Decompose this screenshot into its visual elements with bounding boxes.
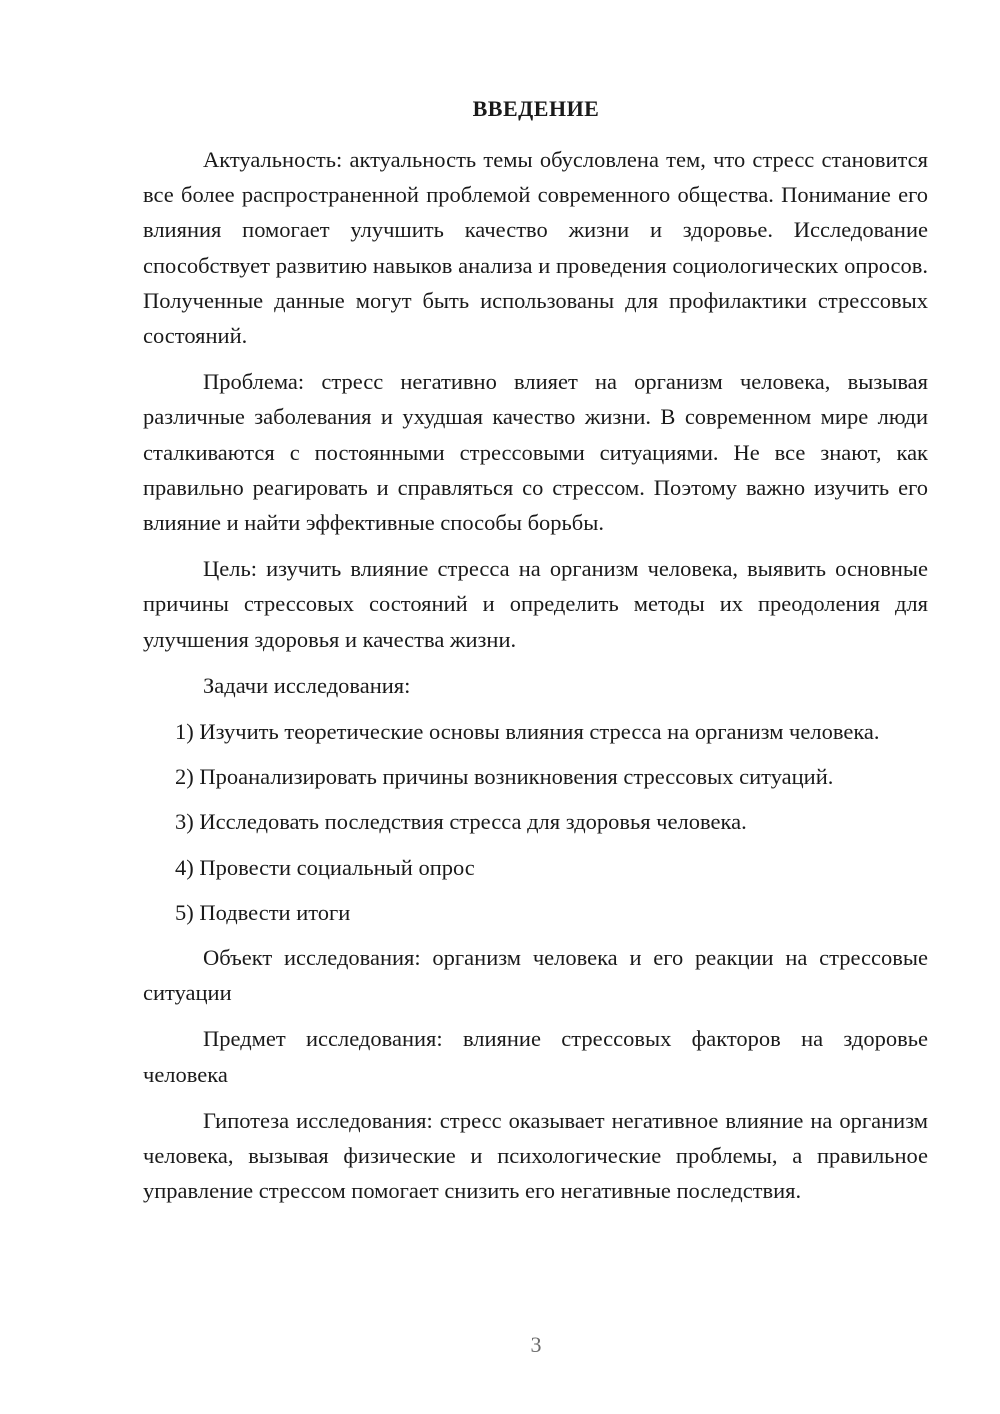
list-item: 2) Проанализировать причины возникновения стрессовых ситуаций. bbox=[175, 764, 834, 790]
problem-paragraph: Проблема: стресс негативно влияет на организм человека, вызывая различные заболевания и ухудшая качество жизни. В современном мире люди сталкиваются с постоянными стрессовыми ситуациями. Не все знают, как правильно реагировать и справляться со стрессом. Поэтому важно изучить его влияние и найти эффективные способы борьбы. bbox=[143, 369, 928, 536]
page-number: 3 bbox=[530, 1332, 542, 1357]
hypothesis-paragraph: Гипотеза исследования: стресс оказывает негативное влияние на организм человека, вызывая физические и психологические проблемы, а правильное управление стрессом помогает снизить его негативные последствия. bbox=[143, 1107, 928, 1204]
list-item: 3) Исследовать последствия стресса для здоровья человека. bbox=[175, 809, 747, 835]
list-item: 4) Провести социальный опрос bbox=[175, 854, 475, 880]
list-item: 1) Изучить теоретические основы влияния стресса на организм человека. bbox=[175, 719, 880, 745]
list-item: 5) Подвести итоги bbox=[175, 899, 351, 925]
subject-paragraph: Предмет исследования: влияние стрессовых факторов на здоровье человека bbox=[143, 1026, 928, 1087]
goal-paragraph: Цель: изучить влияние стресса на организм человека, выявить основные причины стрессовых состояний и определить методы их преодоления для улучшения здоровья и качества жизни. bbox=[143, 556, 928, 652]
document-body bbox=[143, 142, 928, 1219]
tasks-heading: Задачи исследования: bbox=[203, 672, 411, 698]
page-title: ВВЕДЕНИЕ bbox=[472, 96, 600, 121]
object-paragraph: Объект исследования: организм человека и его реакции на стрессовые ситуации bbox=[143, 945, 928, 1006]
relevance-paragraph: Актуальность: актуальность темы обусловлена тем, что стресс становится все более распространенной проблемой современного общества. Понимание его влияния помогает улучшить качество жизни и здоровье. Исследование способствует развитию навыков анализа и проведения социологических опросов. Полученные данные могут быть использованы для профилактики стрессовых состояний. bbox=[143, 147, 928, 349]
tasks-list bbox=[143, 714, 928, 930]
